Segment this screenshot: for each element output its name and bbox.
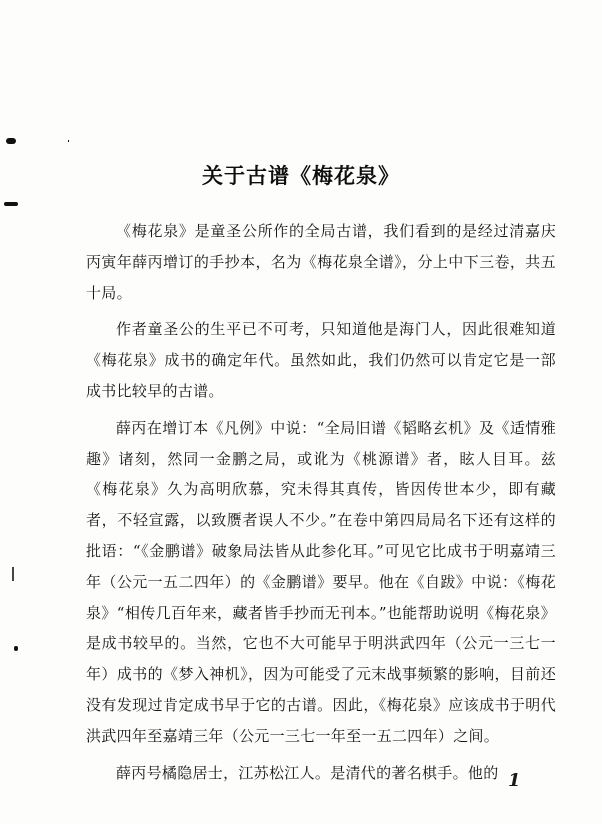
paragraph: 作者童圣公的生平已不可考，只知道他是海门人，因此很难知道《梅花泉》成书的确定年代。虽然如此，我们仍然可以肯定它是一部成书比较早的古谱。 — [86, 320, 556, 400]
scan-artifact — [14, 646, 18, 651]
paragraph: 薛丙号橘隐居士，江苏松江人。是清代的著名棋手。他的 — [116, 763, 499, 782]
page-number: 1 — [508, 770, 521, 791]
scan-artifact — [12, 567, 14, 581]
body-text — [86, 216, 556, 794]
scan-artifact — [4, 202, 18, 206]
paragraph: 《梅花泉》是童圣公所作的全局古谱，我们看到的是经过清嘉庆丙寅年薛丙增订的手抄本，名为《梅花泉全谱》，分上中下三卷，共五十局。 — [86, 222, 556, 302]
scan-artifact — [68, 140, 69, 142]
paragraph: 薛丙在增订本《凡例》中说：“全局旧谱《韬略玄机》及《适情雅趣》诸刻，然同一金鹏之局，或讹为《桃源谱》者，眩人目耳。兹《梅花泉》久为高明欣慕，究未得其真传，皆因传世本少，即有藏者，不轻宣露，以致赝者误人不少。”在卷中第四局局名下还有这样的批语：“《金鹏谱》破象局法皆从此参化耳。”可见它比成书于明嘉靖三年（公元一五二四年）的《金鹏谱》要早。他在《自跋》中说：《梅花泉》“相传几百年来，藏者皆手抄而无刊本。”也能帮助说明《梅花泉》是成书较早的。当然，它也不大可能早于明洪武四年（公元一三七一年）成书的《梦入神机》，因为可能受了元末战事频繁的影响，目前还没有发现过肯定成书早于它的古谱。因此，《梅花泉》应该成书于明代洪武四年至嘉靖三年（公元一三七一年至一五二四年）之间。 — [86, 418, 556, 745]
scan-artifact — [6, 138, 16, 144]
page-title: 关于古谱《梅花泉》 — [202, 164, 400, 188]
